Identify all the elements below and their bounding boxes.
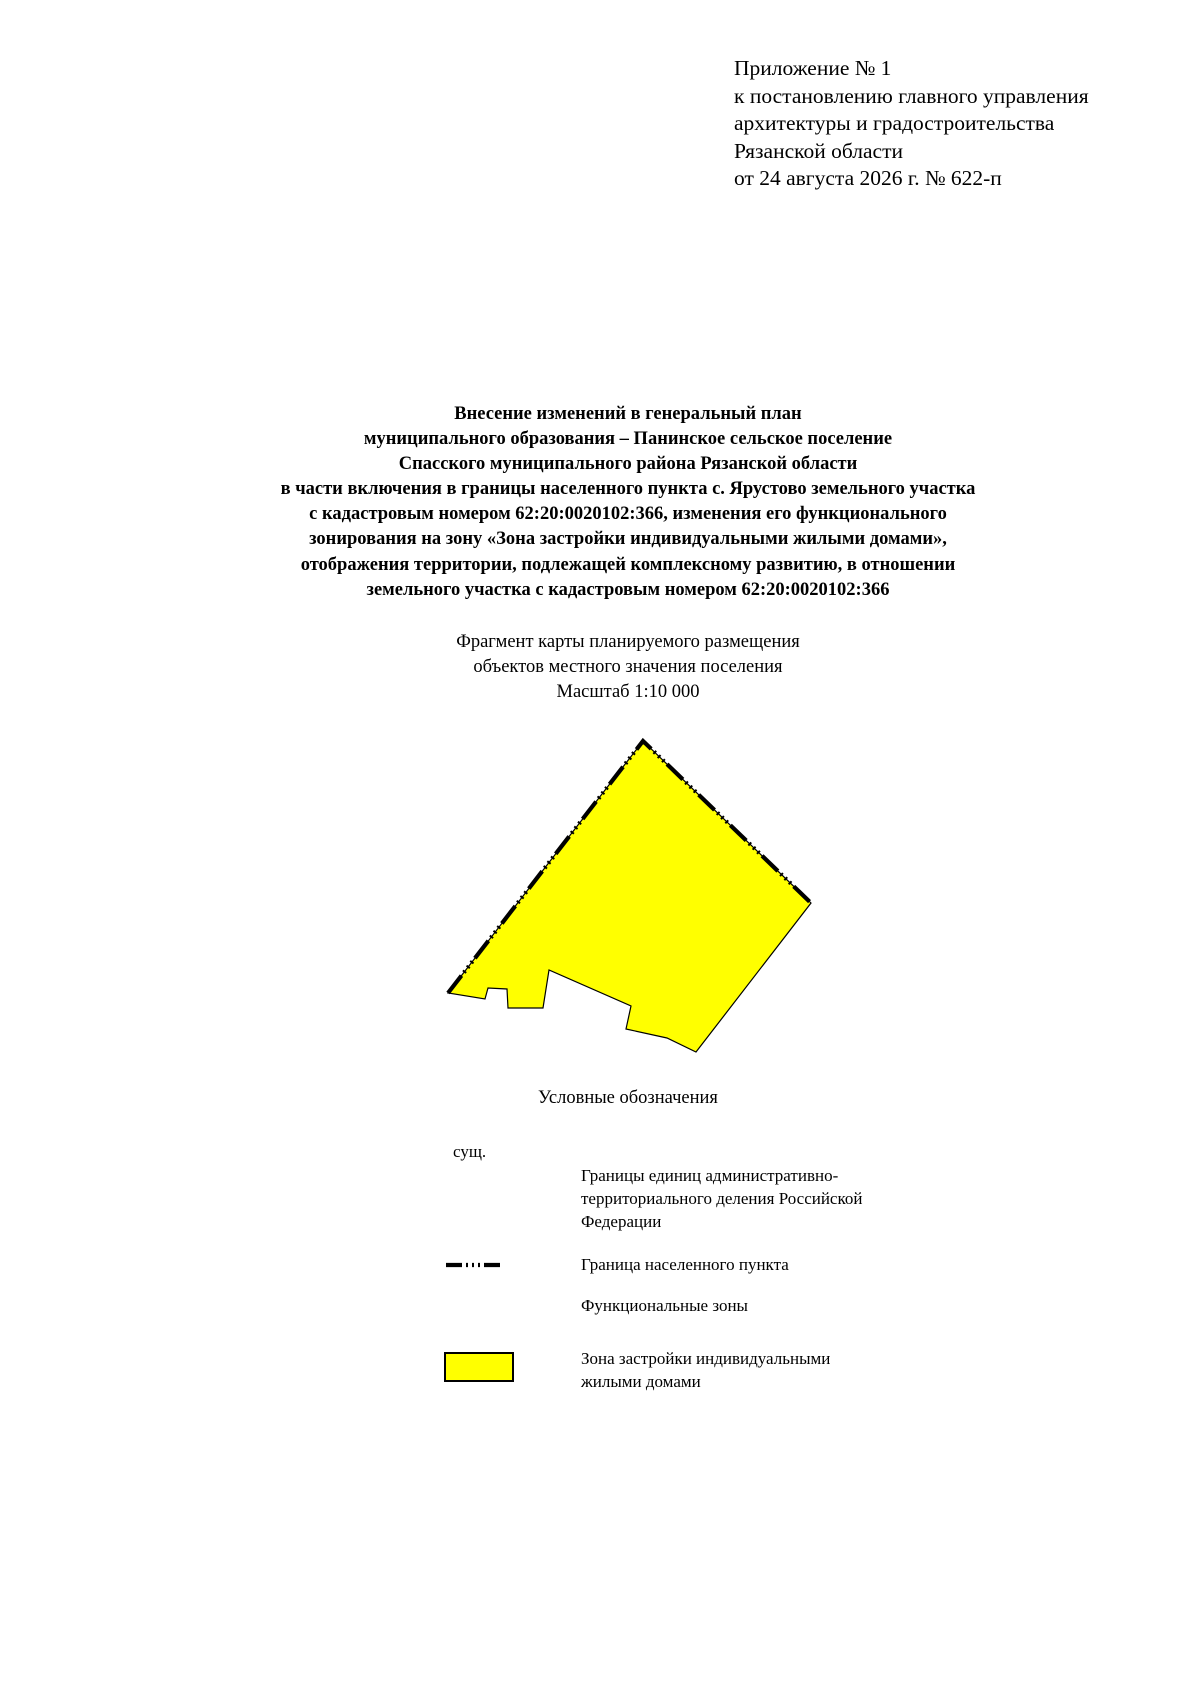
map-caption	[0, 630, 1200, 705]
appendix-line: Приложение № 1	[734, 56, 892, 80]
title-line: зонирования на зону «Зона застройки индивидуальными жилыми домами»,	[309, 529, 947, 550]
title-line: с кадастровым номером 62:20:0020102:366, изменения его функционального	[309, 504, 947, 525]
caption-line: объектов местного значения поселения	[473, 657, 783, 677]
appendix-line: от 24 августа 2026 г. № 622-п	[734, 166, 1002, 190]
legend-admin-boundaries-line: Границы единиц административно-	[581, 1166, 839, 1185]
title-line: муниципального образования – Панинское сельское поселение	[363, 429, 893, 450]
legend-residential-zone-swatch	[444, 1352, 514, 1382]
legend-residential-zone-line: Зона застройки индивидуальными	[581, 1349, 831, 1368]
title-line: отображения территории, подлежащей комплексному развитию, в отношении	[300, 554, 956, 575]
legend-residential-zone-line: жилыми домами	[581, 1372, 701, 1391]
residential-zone-parcel	[448, 741, 811, 1052]
title-line: Внесение изменений в генеральный план	[454, 404, 802, 424]
legend-functional-zones-label: Функциональные зоны	[581, 1296, 748, 1315]
appendix-header	[734, 55, 1089, 193]
legend-admin-boundaries-line: территориального деления Российской	[581, 1189, 863, 1208]
settlement-boundary-line	[448, 741, 811, 993]
legend-existing-label: сущ.	[453, 1142, 487, 1161]
title-line: в части включения в границы населенного пункта с. Ярустово земельного участка	[280, 479, 976, 500]
title-line: Спасского муниципального района Рязанской области	[398, 454, 858, 475]
document-title	[0, 402, 1200, 603]
legend-settlement-boundary-label: Граница населенного пункта	[581, 1255, 789, 1274]
legend-title: Условные обозначения	[538, 1088, 718, 1108]
title-line: земельного участка с кадастровым номером 62:20:0020102:366	[366, 579, 890, 600]
legend-residential-zone	[581, 1347, 830, 1393]
legend-admin-boundaries-line: Федерации	[581, 1212, 662, 1231]
appendix-line: Рязанской области	[734, 138, 903, 163]
scale-label: Масштаб 1:10 000	[556, 682, 700, 702]
appendix-line: к постановлению главного управления	[734, 83, 1089, 108]
caption-line: Фрагмент карты планируемого размещения	[456, 632, 800, 652]
appendix-line: архитектуры и градостроительства	[734, 111, 1055, 135]
legend-admin-boundaries	[581, 1164, 862, 1233]
